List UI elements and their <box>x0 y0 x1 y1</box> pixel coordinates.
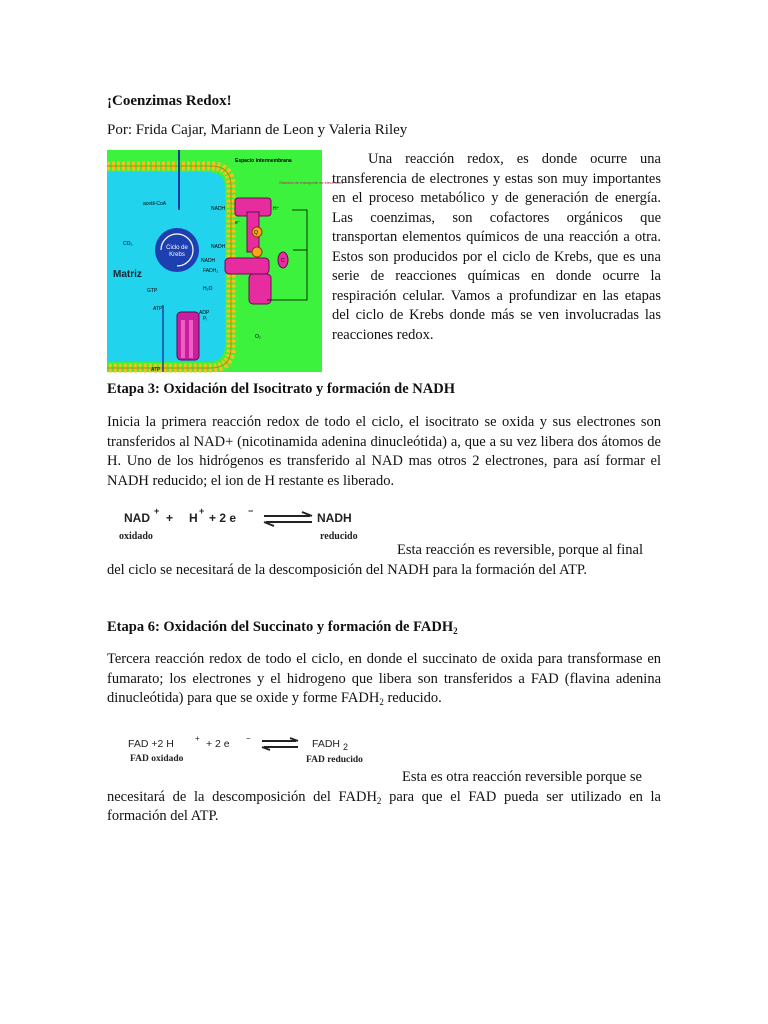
atp-label-1: ATP <box>153 306 163 312</box>
label-oxidado: oxidado <box>119 531 153 542</box>
eq-fad-electrons: + 2 e <box>206 738 230 750</box>
cycle-label-1: Ciclo de <box>166 245 188 251</box>
eq-fad: FAD +2 H <box>128 738 174 750</box>
chain-label: Sistema de transporte de electrones <box>279 180 344 185</box>
matrix-label: Matriz <box>113 269 142 280</box>
eq-nad: NAD <box>124 511 150 525</box>
document-title: ¡Coenzimas Redox! <box>107 93 232 109</box>
eq-nad-charge: + <box>154 506 160 516</box>
eq-plus: + <box>166 511 174 525</box>
stage6-note-line2: necesitará de la descomposición del $FADH_2$ para que el FAD pueda ser utilizado en la <box>107 789 661 806</box>
krebs-cycle-diagram <box>107 150 344 373</box>
eq-fadh-sub: 2 <box>343 742 349 752</box>
eq-h-charge: + <box>199 506 205 516</box>
intro-paragraph: Una reacción redox, es donde ocurre una transferencia de electrones y estas son muy importantes en el proceso metabólico y de generación de energía. Las coenzimas, son cofactores orgánicos que transportan elementos químicos de una reacción a otra. Estos son producidos por el ciclo de Krebs, que es una serie de reacciones químicas en donde ocurre la respiración celular. Vamos a profundizar en las etapas del ciclo de Krebs donde más se ven involucradas las reacciones redox. <box>332 151 661 343</box>
cycle-label-2: Krebs <box>169 252 185 258</box>
h2o-label: H₂O <box>203 286 213 292</box>
eq-nadh: NADH <box>317 511 352 525</box>
label-fad-reducido: FAD reducido <box>306 755 363 765</box>
co2-label: CO₂ <box>123 241 133 247</box>
stage6-note-line3: formación del ATP. <box>107 808 219 824</box>
pi-label: Pᵢ <box>203 316 208 322</box>
atp-synthase <box>177 312 199 360</box>
h-label: H⁺ <box>273 206 280 212</box>
nadh-label-3: NADH <box>201 258 216 264</box>
stage6-heading: Etapa 6: Oxidación del Succinato y formación de $FADH_2$ <box>107 619 458 636</box>
acetyl-label: acetil-CoA <box>143 201 167 207</box>
atp-label-2: ATP <box>151 367 161 373</box>
stage3-body: Inicia la primera reacción redox de todo el ciclo, el isocitrato se oxida y sus electrones son transferidos al NAD+ (nicotinamida adenina dinucleótida) a, que a su vez libera dos átomos de H. Uno de los hidrógenos es transferido al NAD mas otros 2 electrones, para así formar el NADH reducido; el ion de H restante es liberado. <box>107 414 661 489</box>
stage3-note-first: Esta reacción es reversible, porque al final <box>397 542 643 558</box>
e-label: e⁻ <box>235 220 241 226</box>
complex-iii <box>249 274 271 304</box>
nadh-label-2: NADH <box>211 244 226 250</box>
stage6-body: Tercera reacción redox de todo el ciclo, en donde el succinato de oxida para transformase en fumarato; los electrones y el hidrogeno que libera son transferidos a FAD (flavina adenina dinucleótida) para que se oxide y forme $FADH_2$ reducido. <box>107 651 661 707</box>
reversible-arrow-icon <box>262 512 314 526</box>
eq-fadh: FADH <box>312 738 341 750</box>
fadh-equation: FAD +2 H + + 2 e − FADH 2 FAD oxidado FAD reducido <box>128 734 363 765</box>
gtp-label: GTP <box>147 288 158 294</box>
stage3-heading: Etapa 3: Oxidación del Isocitrato y formación de NADH <box>107 381 455 397</box>
fadh2-label: FADH₂ <box>203 268 219 274</box>
stage6-note-first: Esta es otra reacción reversible porque se <box>402 769 642 785</box>
adp-label: ADP <box>199 310 210 316</box>
eq-h: H <box>189 511 198 525</box>
label-fad-oxidado: FAD oxidado <box>130 754 184 764</box>
authors-line: Por: Frida Cajar, Mariann de Leon y Valeria Riley <box>107 122 408 138</box>
o2-label: O₂ <box>255 334 261 340</box>
stage3-note-rest: del ciclo se necesitará de la descomposición del NADH para la formación del ATP. <box>107 562 587 578</box>
eq-electrons: + 2 e <box>209 511 237 525</box>
q-label: Q <box>254 230 258 236</box>
label-reducido: reducido <box>320 531 358 542</box>
complex-ii <box>225 258 269 274</box>
reversible-arrow-icon <box>260 738 300 750</box>
nadh-label-1: NADH <box>211 206 226 212</box>
c-label: C <box>281 258 285 264</box>
space-label: Espacio intermembrana <box>235 158 292 164</box>
nadh-equation: NAD + + H + + 2 e − NADH oxidado reducido <box>119 506 358 542</box>
